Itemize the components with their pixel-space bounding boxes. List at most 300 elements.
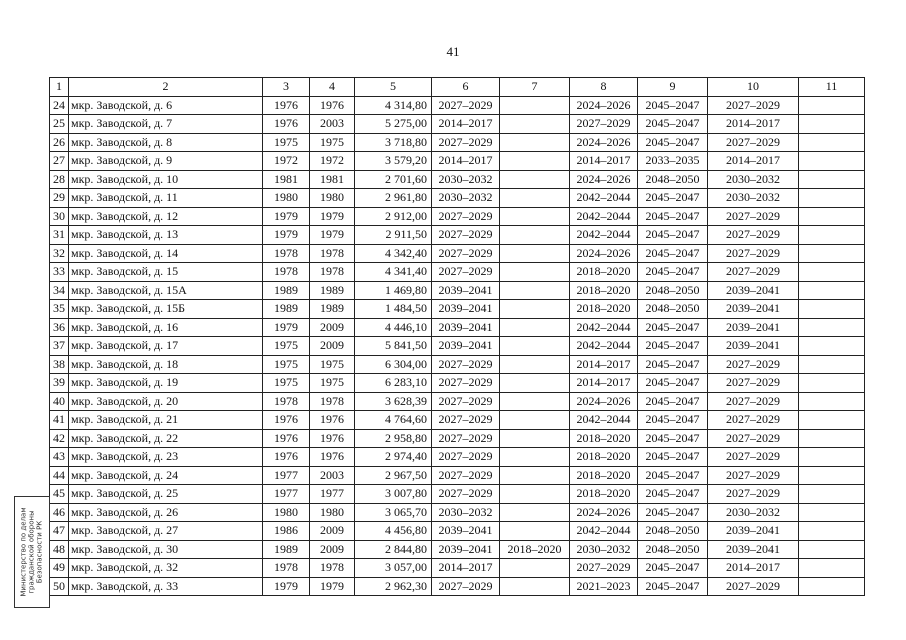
table-cell-col-4: 1979 xyxy=(310,577,355,596)
table-cell-col-3: 1976 xyxy=(263,429,310,448)
table-cell-col-8: 2018–2020 xyxy=(570,429,638,448)
table-cell-col-5: 4 341,40 xyxy=(355,263,432,282)
table-cell-col-7 xyxy=(500,411,570,430)
table-row xyxy=(50,281,865,300)
column-header-4: 4 xyxy=(310,78,355,97)
table-row xyxy=(50,133,865,152)
table-cell-col-8: 2030–2032 xyxy=(570,540,638,559)
table-row xyxy=(50,189,865,208)
table-cell-col-6: 2027–2029 xyxy=(432,392,500,411)
table-cell-col-5: 4 314,80 xyxy=(355,96,432,115)
table-cell-col-4: 1980 xyxy=(310,189,355,208)
table-cell-col-11 xyxy=(799,337,865,356)
table-cell-col-11 xyxy=(799,226,865,245)
table-cell-col-6: 2027–2029 xyxy=(432,374,500,393)
table-cell-col-7 xyxy=(500,244,570,263)
table-cell-col-2: мкр. Заводской, д. 19 xyxy=(69,374,263,393)
table-cell-col-3: 1989 xyxy=(263,300,310,319)
table-cell-col-3: 1975 xyxy=(263,355,310,374)
table-cell-col-3: 1981 xyxy=(263,170,310,189)
table-cell-col-6: 2039–2041 xyxy=(432,281,500,300)
table-cell-col-5: 2 974,40 xyxy=(355,448,432,467)
table-cell-col-7 xyxy=(500,448,570,467)
table-row xyxy=(50,152,865,171)
table-cell-col-7 xyxy=(500,115,570,134)
column-header-8: 8 xyxy=(570,78,638,97)
table-cell-col-10: 2030–2032 xyxy=(708,170,799,189)
table-cell-col-1: 34 xyxy=(50,281,69,300)
table-cell-col-9: 2045–2047 xyxy=(638,392,708,411)
table-row xyxy=(50,392,865,411)
table-cell-col-10: 2027–2029 xyxy=(708,485,799,504)
column-header-5: 5 xyxy=(355,78,432,97)
table-cell-col-6: 2027–2029 xyxy=(432,133,500,152)
table-cell-col-10: 2014–2017 xyxy=(708,152,799,171)
table-cell-col-9: 2045–2047 xyxy=(638,133,708,152)
table-cell-col-10: 2027–2029 xyxy=(708,374,799,393)
stamp-line-2: гражданской обороны xyxy=(28,510,37,594)
table-cell-col-1: 32 xyxy=(50,244,69,263)
table-cell-col-10: 2030–2032 xyxy=(708,189,799,208)
table-row xyxy=(50,244,865,263)
table-row xyxy=(50,522,865,541)
table-cell-col-9: 2048–2050 xyxy=(638,300,708,319)
table-cell-col-3: 1986 xyxy=(263,522,310,541)
table-cell-col-11 xyxy=(799,503,865,522)
table-cell-col-11 xyxy=(799,522,865,541)
table-cell-col-10: 2027–2029 xyxy=(708,448,799,467)
table-cell-col-6: 2039–2041 xyxy=(432,300,500,319)
table-cell-col-5: 2 958,80 xyxy=(355,429,432,448)
table-cell-col-9: 2045–2047 xyxy=(638,244,708,263)
table-cell-col-6: 2027–2029 xyxy=(432,411,500,430)
table-cell-col-1: 46 xyxy=(50,503,69,522)
table-cell-col-10: 2027–2029 xyxy=(708,96,799,115)
table-cell-col-4: 1976 xyxy=(310,429,355,448)
table-cell-col-4: 1989 xyxy=(310,281,355,300)
table-cell-col-4: 2009 xyxy=(310,540,355,559)
table-cell-col-6: 2027–2029 xyxy=(432,244,500,263)
table-cell-col-10: 2027–2029 xyxy=(708,429,799,448)
table-cell-col-4: 1980 xyxy=(310,503,355,522)
table-cell-col-10: 2039–2041 xyxy=(708,318,799,337)
table-cell-col-7 xyxy=(500,466,570,485)
table-header-row xyxy=(50,78,865,97)
table-cell-col-11 xyxy=(799,263,865,282)
table-cell-col-2: мкр. Заводской, д. 8 xyxy=(69,133,263,152)
table-cell-col-6: 2014–2017 xyxy=(432,115,500,134)
table-cell-col-9: 2045–2047 xyxy=(638,318,708,337)
table-cell-col-10: 2014–2017 xyxy=(708,115,799,134)
official-stamp xyxy=(14,496,50,608)
table-cell-col-9: 2045–2047 xyxy=(638,429,708,448)
table-cell-col-9: 2048–2050 xyxy=(638,522,708,541)
table-cell-col-2: мкр. Заводской, д. 20 xyxy=(69,392,263,411)
table-cell-col-8: 2027–2029 xyxy=(570,115,638,134)
table-cell-col-5: 2 961,80 xyxy=(355,189,432,208)
table-cell-col-7 xyxy=(500,392,570,411)
table-cell-col-9: 2045–2047 xyxy=(638,485,708,504)
table-cell-col-9: 2048–2050 xyxy=(638,170,708,189)
table-cell-col-2: мкр. Заводской, д. 22 xyxy=(69,429,263,448)
table-cell-col-3: 1976 xyxy=(263,115,310,134)
table-cell-col-6: 2039–2041 xyxy=(432,337,500,356)
table-row xyxy=(50,448,865,467)
table-cell-col-8: 2042–2044 xyxy=(570,207,638,226)
table-cell-col-10: 2027–2029 xyxy=(708,392,799,411)
table-cell-col-9: 2045–2047 xyxy=(638,466,708,485)
table-cell-col-1: 44 xyxy=(50,466,69,485)
table-cell-col-8: 2021–2023 xyxy=(570,577,638,596)
table-cell-col-4: 1976 xyxy=(310,448,355,467)
table-cell-col-5: 2 911,50 xyxy=(355,226,432,245)
table-cell-col-6: 2027–2029 xyxy=(432,429,500,448)
table-cell-col-8: 2042–2044 xyxy=(570,226,638,245)
table-cell-col-7: 2018–2020 xyxy=(500,540,570,559)
table-cell-col-2: мкр. Заводской, д. 9 xyxy=(69,152,263,171)
table-cell-col-6: 2014–2017 xyxy=(432,559,500,578)
table-cell-col-1: 33 xyxy=(50,263,69,282)
table-cell-col-8: 2024–2026 xyxy=(570,392,638,411)
page-number: 41 xyxy=(446,44,460,59)
table-cell-col-6: 2027–2029 xyxy=(432,577,500,596)
table-cell-col-5: 2 962,30 xyxy=(355,577,432,596)
table-row xyxy=(50,115,865,134)
table-cell-col-11 xyxy=(799,318,865,337)
table-cell-col-4: 2003 xyxy=(310,466,355,485)
table-row xyxy=(50,318,865,337)
housing-table xyxy=(49,77,865,596)
table-cell-col-9: 2045–2047 xyxy=(638,448,708,467)
table-cell-col-2: мкр. Заводской, д. 17 xyxy=(69,337,263,356)
table-cell-col-5: 5 275,00 xyxy=(355,115,432,134)
table-row xyxy=(50,300,865,319)
table-cell-col-7 xyxy=(500,207,570,226)
table-cell-col-6: 2027–2029 xyxy=(432,96,500,115)
table-cell-col-7 xyxy=(500,133,570,152)
table-cell-col-1: 47 xyxy=(50,522,69,541)
table-cell-col-1: 27 xyxy=(50,152,69,171)
table-cell-col-8: 2018–2020 xyxy=(570,485,638,504)
table-cell-col-4: 1978 xyxy=(310,244,355,263)
table-cell-col-1: 41 xyxy=(50,411,69,430)
table-cell-col-7 xyxy=(500,485,570,504)
table-cell-col-7 xyxy=(500,355,570,374)
table-cell-col-7 xyxy=(500,503,570,522)
table-cell-col-7 xyxy=(500,170,570,189)
table-cell-col-6: 2039–2041 xyxy=(432,522,500,541)
table-cell-col-4: 1975 xyxy=(310,133,355,152)
table-row xyxy=(50,577,865,596)
table-cell-col-11 xyxy=(799,429,865,448)
table-cell-col-7 xyxy=(500,522,570,541)
column-header-2: 2 xyxy=(69,78,263,97)
table-cell-col-3: 1972 xyxy=(263,152,310,171)
table-cell-col-8: 2027–2029 xyxy=(570,559,638,578)
table-cell-col-7 xyxy=(500,559,570,578)
table-cell-col-9: 2045–2047 xyxy=(638,207,708,226)
table-cell-col-7 xyxy=(500,152,570,171)
table-row xyxy=(50,559,865,578)
table-cell-col-7 xyxy=(500,429,570,448)
table-cell-col-2: мкр. Заводской, д. 30 xyxy=(69,540,263,559)
table-cell-col-10: 2039–2041 xyxy=(708,300,799,319)
table-cell-col-8: 2024–2026 xyxy=(570,244,638,263)
table-cell-col-6: 2030–2032 xyxy=(432,189,500,208)
table-cell-col-4: 1975 xyxy=(310,355,355,374)
table-cell-col-5: 3 579,20 xyxy=(355,152,432,171)
table-cell-col-11 xyxy=(799,244,865,263)
table-cell-col-5: 6 283,10 xyxy=(355,374,432,393)
table-cell-col-2: мкр. Заводской, д. 21 xyxy=(69,411,263,430)
table-cell-col-3: 1978 xyxy=(263,244,310,263)
table-cell-col-1: 29 xyxy=(50,189,69,208)
table-cell-col-8: 2024–2026 xyxy=(570,170,638,189)
table-cell-col-7 xyxy=(500,263,570,282)
table-cell-col-11 xyxy=(799,115,865,134)
table-row xyxy=(50,503,865,522)
table-cell-col-10: 2030–2032 xyxy=(708,503,799,522)
table-cell-col-10: 2027–2029 xyxy=(708,133,799,152)
table-cell-col-9: 2045–2047 xyxy=(638,189,708,208)
table-row xyxy=(50,96,865,115)
table-cell-col-11 xyxy=(799,374,865,393)
table-cell-col-2: мкр. Заводской, д. 33 xyxy=(69,577,263,596)
table-cell-col-5: 2 844,80 xyxy=(355,540,432,559)
table-cell-col-9: 2045–2047 xyxy=(638,263,708,282)
table-cell-col-3: 1979 xyxy=(263,318,310,337)
table-cell-col-3: 1976 xyxy=(263,448,310,467)
table-cell-col-7 xyxy=(500,374,570,393)
column-header-11: 11 xyxy=(799,78,865,97)
table-cell-col-10: 2039–2041 xyxy=(708,540,799,559)
table-cell-col-1: 40 xyxy=(50,392,69,411)
table-cell-col-4: 1978 xyxy=(310,392,355,411)
table-cell-col-6: 2030–2032 xyxy=(432,170,500,189)
table-cell-col-9: 2045–2047 xyxy=(638,96,708,115)
table-cell-col-2: мкр. Заводской, д. 32 xyxy=(69,559,263,578)
table-cell-col-1: 30 xyxy=(50,207,69,226)
table-cell-col-3: 1975 xyxy=(263,337,310,356)
table-cell-col-10: 2039–2041 xyxy=(708,522,799,541)
table-cell-col-11 xyxy=(799,300,865,319)
table-cell-col-11 xyxy=(799,411,865,430)
table-cell-col-8: 2018–2020 xyxy=(570,300,638,319)
table-cell-col-2: мкр. Заводской, д. 14 xyxy=(69,244,263,263)
table-cell-col-1: 37 xyxy=(50,337,69,356)
table-cell-col-7 xyxy=(500,96,570,115)
table-cell-col-7 xyxy=(500,226,570,245)
table-cell-col-8: 2014–2017 xyxy=(570,152,638,171)
table-cell-col-1: 31 xyxy=(50,226,69,245)
table-cell-col-8: 2014–2017 xyxy=(570,355,638,374)
table-cell-col-1: 28 xyxy=(50,170,69,189)
table-cell-col-4: 1975 xyxy=(310,374,355,393)
table-cell-col-4: 1978 xyxy=(310,263,355,282)
table-cell-col-8: 2014–2017 xyxy=(570,374,638,393)
stamp-line-3: Безопасности РК xyxy=(36,520,45,584)
table-cell-col-7 xyxy=(500,281,570,300)
table-cell-col-10: 2027–2029 xyxy=(708,207,799,226)
table-cell-col-3: 1989 xyxy=(263,540,310,559)
table-cell-col-5: 2 967,50 xyxy=(355,466,432,485)
table-cell-col-6: 2039–2041 xyxy=(432,540,500,559)
table-cell-col-2: мкр. Заводской, д. 6 xyxy=(69,96,263,115)
table-cell-col-8: 2018–2020 xyxy=(570,263,638,282)
table-cell-col-4: 1976 xyxy=(310,411,355,430)
table-cell-col-11 xyxy=(799,152,865,171)
table-cell-col-4: 1977 xyxy=(310,485,355,504)
table-cell-col-2: мкр. Заводской, д. 18 xyxy=(69,355,263,374)
table-cell-col-9: 2045–2047 xyxy=(638,226,708,245)
table-cell-col-2: мкр. Заводской, д. 27 xyxy=(69,522,263,541)
table-cell-col-3: 1980 xyxy=(263,189,310,208)
column-header-7: 7 xyxy=(500,78,570,97)
table-row xyxy=(50,207,865,226)
table-cell-col-1: 26 xyxy=(50,133,69,152)
table-cell-col-4: 2009 xyxy=(310,318,355,337)
table-cell-col-3: 1978 xyxy=(263,392,310,411)
table-cell-col-3: 1980 xyxy=(263,503,310,522)
column-header-1: 1 xyxy=(50,78,69,97)
table-cell-col-1: 24 xyxy=(50,96,69,115)
table-cell-col-2: мкр. Заводской, д. 15 xyxy=(69,263,263,282)
table-cell-col-2: мкр. Заводской, д. 26 xyxy=(69,503,263,522)
table-cell-col-8: 2018–2020 xyxy=(570,448,638,467)
table-cell-col-4: 1976 xyxy=(310,96,355,115)
table-cell-col-10: 2014–2017 xyxy=(708,559,799,578)
table-cell-col-5: 4 764,60 xyxy=(355,411,432,430)
table-cell-col-1: 48 xyxy=(50,540,69,559)
table-cell-col-8: 2042–2044 xyxy=(570,189,638,208)
table-cell-col-1: 42 xyxy=(50,429,69,448)
table-cell-col-5: 4 456,80 xyxy=(355,522,432,541)
table-row xyxy=(50,466,865,485)
table-cell-col-5: 4 446,10 xyxy=(355,318,432,337)
table-cell-col-8: 2024–2026 xyxy=(570,133,638,152)
table-cell-col-1: 45 xyxy=(50,485,69,504)
table-cell-col-8: 2042–2044 xyxy=(570,337,638,356)
column-header-3: 3 xyxy=(263,78,310,97)
table-cell-col-10: 2027–2029 xyxy=(708,466,799,485)
table-cell-col-7 xyxy=(500,577,570,596)
table-cell-col-10: 2027–2029 xyxy=(708,577,799,596)
table-cell-col-11 xyxy=(799,559,865,578)
table-cell-col-9: 2048–2050 xyxy=(638,281,708,300)
table-cell-col-6: 2027–2029 xyxy=(432,355,500,374)
table-cell-col-6: 2027–2029 xyxy=(432,207,500,226)
table-cell-col-1: 49 xyxy=(50,559,69,578)
table-cell-col-9: 2045–2047 xyxy=(638,503,708,522)
table-cell-col-7 xyxy=(500,189,570,208)
table-cell-col-3: 1978 xyxy=(263,263,310,282)
table-cell-col-3: 1979 xyxy=(263,577,310,596)
table-cell-col-11 xyxy=(799,540,865,559)
table-cell-col-4: 2009 xyxy=(310,522,355,541)
table-cell-col-11 xyxy=(799,355,865,374)
table-cell-col-11 xyxy=(799,577,865,596)
table-cell-col-10: 2027–2029 xyxy=(708,226,799,245)
table-cell-col-5: 1 469,80 xyxy=(355,281,432,300)
table-row xyxy=(50,170,865,189)
table-cell-col-6: 2027–2029 xyxy=(432,448,500,467)
table-cell-col-5: 2 701,60 xyxy=(355,170,432,189)
table-cell-col-9: 2045–2047 xyxy=(638,374,708,393)
table-cell-col-10: 2039–2041 xyxy=(708,281,799,300)
table-cell-col-5: 2 912,00 xyxy=(355,207,432,226)
table-cell-col-10: 2039–2041 xyxy=(708,337,799,356)
table-cell-col-6: 2027–2029 xyxy=(432,466,500,485)
table-cell-col-11 xyxy=(799,170,865,189)
column-header-10: 10 xyxy=(708,78,799,97)
table-cell-col-1: 43 xyxy=(50,448,69,467)
table-row xyxy=(50,355,865,374)
table-cell-col-5: 5 841,50 xyxy=(355,337,432,356)
table-cell-col-2: мкр. Заводской, д. 24 xyxy=(69,466,263,485)
table-cell-col-3: 1979 xyxy=(263,226,310,245)
table-row xyxy=(50,374,865,393)
table-cell-col-2: мкр. Заводской, д. 11 xyxy=(69,189,263,208)
table-cell-col-2: мкр. Заводской, д. 7 xyxy=(69,115,263,134)
table-cell-col-5: 3 628,39 xyxy=(355,392,432,411)
table-cell-col-6: 2039–2041 xyxy=(432,318,500,337)
table-cell-col-4: 1989 xyxy=(310,300,355,319)
table-cell-col-5: 3 065,70 xyxy=(355,503,432,522)
table-cell-col-11 xyxy=(799,189,865,208)
table-cell-col-4: 1972 xyxy=(310,152,355,171)
table-cell-col-2: мкр. Заводской, д. 10 xyxy=(69,170,263,189)
table-row xyxy=(50,411,865,430)
table-cell-col-5: 3 057,00 xyxy=(355,559,432,578)
column-header-6: 6 xyxy=(432,78,500,97)
table-cell-col-4: 2009 xyxy=(310,337,355,356)
table-row xyxy=(50,263,865,282)
table-cell-col-11 xyxy=(799,392,865,411)
table-cell-col-5: 6 304,00 xyxy=(355,355,432,374)
table-cell-col-1: 25 xyxy=(50,115,69,134)
table-cell-col-3: 1975 xyxy=(263,133,310,152)
table-cell-col-6: 2014–2017 xyxy=(432,152,500,171)
table-row xyxy=(50,485,865,504)
table-cell-col-9: 2045–2047 xyxy=(638,577,708,596)
table-cell-col-8: 2024–2026 xyxy=(570,503,638,522)
table-cell-col-2: мкр. Заводской, д. 12 xyxy=(69,207,263,226)
table-cell-col-1: 50 xyxy=(50,577,69,596)
table-cell-col-9: 2045–2047 xyxy=(638,355,708,374)
table-cell-col-3: 1989 xyxy=(263,281,310,300)
table-cell-col-5: 4 342,40 xyxy=(355,244,432,263)
table-cell-col-11 xyxy=(799,133,865,152)
table-cell-col-9: 2045–2047 xyxy=(638,337,708,356)
column-header-9: 9 xyxy=(638,78,708,97)
table-cell-col-2: мкр. Заводской, д. 25 xyxy=(69,485,263,504)
table-cell-col-1: 36 xyxy=(50,318,69,337)
table-cell-col-2: мкр. Заводской, д. 16 xyxy=(69,318,263,337)
table-cell-col-7 xyxy=(500,337,570,356)
table-cell-col-5: 1 484,50 xyxy=(355,300,432,319)
table-cell-col-8: 2042–2044 xyxy=(570,318,638,337)
table-cell-col-10: 2027–2029 xyxy=(708,263,799,282)
table-cell-col-2: мкр. Заводской, д. 13 xyxy=(69,226,263,245)
table-cell-col-8: 2018–2020 xyxy=(570,466,638,485)
table-cell-col-7 xyxy=(500,318,570,337)
table-cell-col-9: 2045–2047 xyxy=(638,411,708,430)
table-cell-col-4: 1979 xyxy=(310,226,355,245)
table-cell-col-10: 2027–2029 xyxy=(708,244,799,263)
table-cell-col-1: 38 xyxy=(50,355,69,374)
table-cell-col-3: 1977 xyxy=(263,466,310,485)
table-cell-col-6: 2027–2029 xyxy=(432,226,500,245)
